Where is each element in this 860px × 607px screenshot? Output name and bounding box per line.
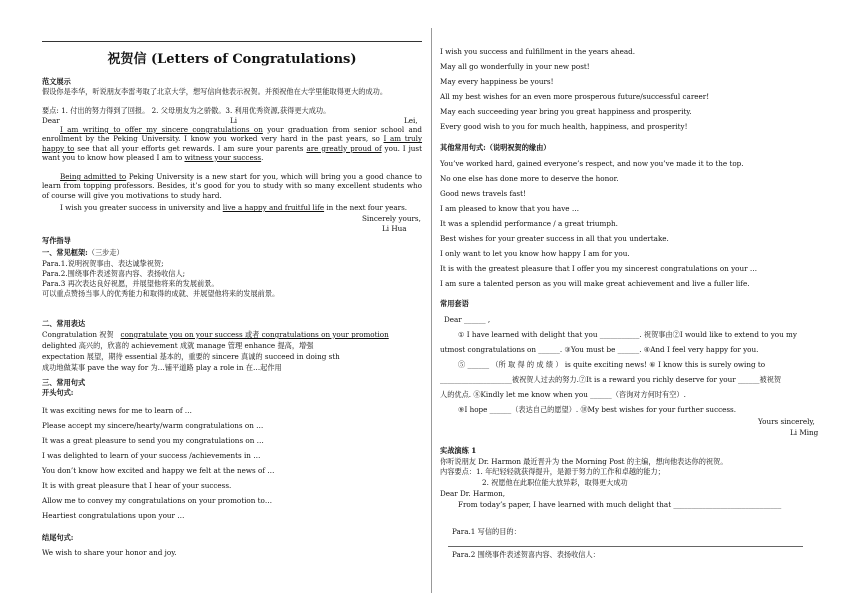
closing-line: Every good wish to you for much health, happiness, and prosperity!: [440, 122, 688, 131]
opening-line: It was a great pleasure to send you my congratulations on …: [42, 436, 264, 445]
phrase-witness-success: witness your success: [184, 152, 262, 162]
letter-para-3: [60, 203, 407, 212]
closing-line: May all go wonderfully in your new post!: [440, 62, 590, 71]
common-line-6: ⑨I hope ______（表达自己的愿望）. ⑩My best wishes for your further success.: [458, 405, 737, 414]
top-rule: [42, 41, 422, 42]
frame-note-line: 可以重点赞扬当事人的优秀能力和取得的成就、并展望他将来的发展前景。: [42, 289, 280, 298]
opening-line: You don’t know how excited and happy we felt at the news of …: [42, 466, 275, 475]
other-line: I am pleased to know that you have …: [440, 204, 580, 213]
sample-heading: 范文展示: [42, 77, 71, 86]
practice-heading: 实战演练 1: [440, 446, 477, 455]
letter-dear-name-end: Lei,: [404, 116, 418, 125]
other-line: No one else has done more to deserve the honor.: [440, 174, 619, 183]
para-1-text-b: see that all your efforts get rewards. I am sure your parents: [74, 143, 307, 153]
para-3-text-a: I wish you greater success in university and: [60, 203, 223, 212]
frame-heading: 一、常见框架:: [42, 248, 88, 257]
phrase-being-admitted: Being admitted to: [60, 172, 127, 181]
phrase-happy-fruitful-life: live a happy and fruitful life: [222, 203, 325, 212]
expressions-line-1: [42, 330, 389, 339]
practice-para-2: Para.2 围绕事件表述贺喜内容、表扬收信人：: [452, 550, 600, 559]
practice-dear: Dear Dr. Harmon,: [440, 489, 506, 498]
expressions-heading: 二、常用表达: [42, 319, 86, 328]
practice-para-1: Para.1 写信的目的：: [452, 527, 521, 536]
expressions-congratulate-phrase: congratulate you on your success 或者 congratulations on your promotion: [120, 330, 389, 339]
practice-start: From today’s paper, I have learned with much delight that ______________________________: [458, 500, 782, 509]
other-heading: 其他常用句式:（说明祝贺的缘由）: [440, 143, 551, 152]
phrase-offer-congratulations: I am writing to offer my sincere congratulations on: [60, 125, 263, 134]
closing-heading: 结尾句式:: [42, 533, 74, 542]
page-title: 祝贺信 (Letters of Congratulations): [107, 52, 357, 67]
common-line-2: utmost congratulations on ______. ③You must be ______. ④And I feel very happy for you.: [440, 345, 759, 354]
para-1-text-d: .: [261, 152, 264, 162]
letter-sign-name: Li Hua: [382, 224, 407, 233]
letter-sign-closing: Sincerely yours,: [362, 214, 421, 223]
practice-content-2: 2. 祝愿他在此职位能大放异彩，取得更大成功: [482, 478, 628, 487]
para-3-text-b: in the next four years.: [324, 203, 408, 212]
sentences-heading: 三、常用句式: [42, 378, 86, 387]
letter-dear-name: Li: [230, 116, 238, 125]
closing-line: May each succeeding year bring you great happiness and prosperity.: [440, 107, 692, 116]
sample-points: 要点: 1. 付出的努力得到了回报。 2. 父母朋友为之骄傲。3. 利用优秀资源,获得更大成功。: [42, 106, 331, 115]
answer-line: [448, 546, 803, 547]
guide-heading: 写作指导: [42, 236, 71, 245]
common-line-1: ① I have learned with delight that you ___________. 祝贺事由②I would like to extend to you my: [458, 330, 797, 339]
expressions-congratulation: Congratulation 祝贺: [42, 330, 114, 339]
other-line: Best wishes for your greater success in all that you undertake.: [440, 234, 669, 243]
para-2-text: Peking University is a new start for you, which will bring you a good chance to learn from topping professors. Besides, it’s good for you to study with so many excellent students who of course will give you motivations to study hard.: [42, 172, 422, 200]
letter-para-2: [42, 172, 422, 200]
opening-heading: 开头句式:: [42, 388, 74, 397]
vocab-line-2: expectation 展望，期待 essential 基本的，重要的 sincere 真诚的 succeed in doing sth: [42, 352, 340, 361]
practice-intro: 你听说朋友 Dr. Harmon 最近晋升为 the Morning Post 的主编，想向他表达你的祝贺。: [440, 457, 728, 466]
opening-line: It was exciting news for me to learn of …: [42, 406, 192, 415]
other-line: It was a splendid performance / a great triumph.: [440, 219, 618, 228]
opening-line: I was delighted to learn of your success /achievements in …: [42, 451, 261, 460]
para-1-text-a: your graduation from senior school and enrollment by the Peking University. I know you worked very hard in the past years, so: [42, 125, 422, 144]
vocab-line-1: delighted 高兴的，欣喜的 achievement 成就 manage 管理 enhance 提高，增强: [42, 341, 314, 350]
opening-line: Please accept my sincere/hearty/warm congratulations on …: [42, 421, 264, 430]
frame-para-1: Para.1.说明祝贺事由、表达诚挚祝贺;: [42, 259, 164, 268]
frame-heading-line: [42, 248, 124, 257]
other-line: It is with the greatest pleasure that I offer you my sincerest congratulations on your …: [440, 264, 758, 273]
phrase-greatly-proud: are greatly proud of: [306, 143, 382, 153]
opening-line: Allow me to convey my congratulations on your promotion to…: [42, 496, 273, 505]
common-dear: Dear ______ ,: [444, 315, 491, 324]
letter-para-1: [42, 125, 422, 162]
column-divider: [431, 28, 432, 593]
other-line: Good news travels fast!: [440, 189, 526, 198]
common-line-3: ⑤ ______ （所 取 得 的 成 绩 ） is quite exciting news! ⑥ I know this is surely owing to: [458, 360, 766, 369]
frame-para-2: Para.2.围绕事件表述贺喜内容、表扬收信人;: [42, 269, 186, 278]
closing-line: All my best wishes for an even more prosperous future/successful career!: [440, 92, 710, 101]
closing-line: I wish you success and fulfillment in the years ahead.: [440, 47, 636, 56]
frame-para-3: Para.3 再次表达良好祝愿，并展望他将来的发展前景。: [42, 279, 219, 288]
common-sign-closing: Yours sincerely,: [758, 417, 815, 426]
letter-dear: Dear: [42, 116, 60, 125]
practice-content-1: 内容要点：1. 年纪轻轻就获得提升，是源于努力的工作和卓越的能力；: [440, 467, 665, 476]
para-1-text-c: you. I just want you to know how pleased I am to: [42, 143, 422, 162]
phrase-truly-happy: I am truly happy to: [42, 134, 423, 153]
frame-note: （三步走）: [87, 248, 124, 257]
common-line-5: 人的优点. ⑧Kindly let me know when you ______（咨询对方何时有空）.: [440, 390, 686, 399]
vocab-line-3: 成功地做某事 pave the way for 为…铺平道路 play a role in 在…起作用: [42, 363, 282, 372]
closing-line: We wish to share your honor and joy.: [42, 548, 177, 557]
other-line: I am sure a talented person as you will make great achievement and live a fuller life.: [440, 279, 750, 288]
opening-line: It is with great pleasure that I hear of your success.: [42, 481, 232, 490]
common-heading: 常用套语: [440, 299, 469, 308]
other-line: You’ve worked hard, gained everyone’s respect, and now you’ve made it to the top.: [440, 159, 744, 168]
other-line: I only want to let you know how happy I am for you.: [440, 249, 630, 258]
opening-line: Heartiest congratulations upon your …: [42, 511, 185, 520]
closing-line: May every happiness be yours!: [440, 77, 554, 86]
common-sign-name: Li Ming: [790, 428, 819, 437]
common-line-4: ____________________被祝贺人过去的努力.⑦It is a reward you richly deserve for your ______被祝贺: [440, 375, 782, 384]
sample-intro: 假设你是李华，听说朋友李雷考取了北京大学，想写信向他表示祝贺。并预祝他在大学里能取得更大的成功。: [42, 87, 388, 96]
